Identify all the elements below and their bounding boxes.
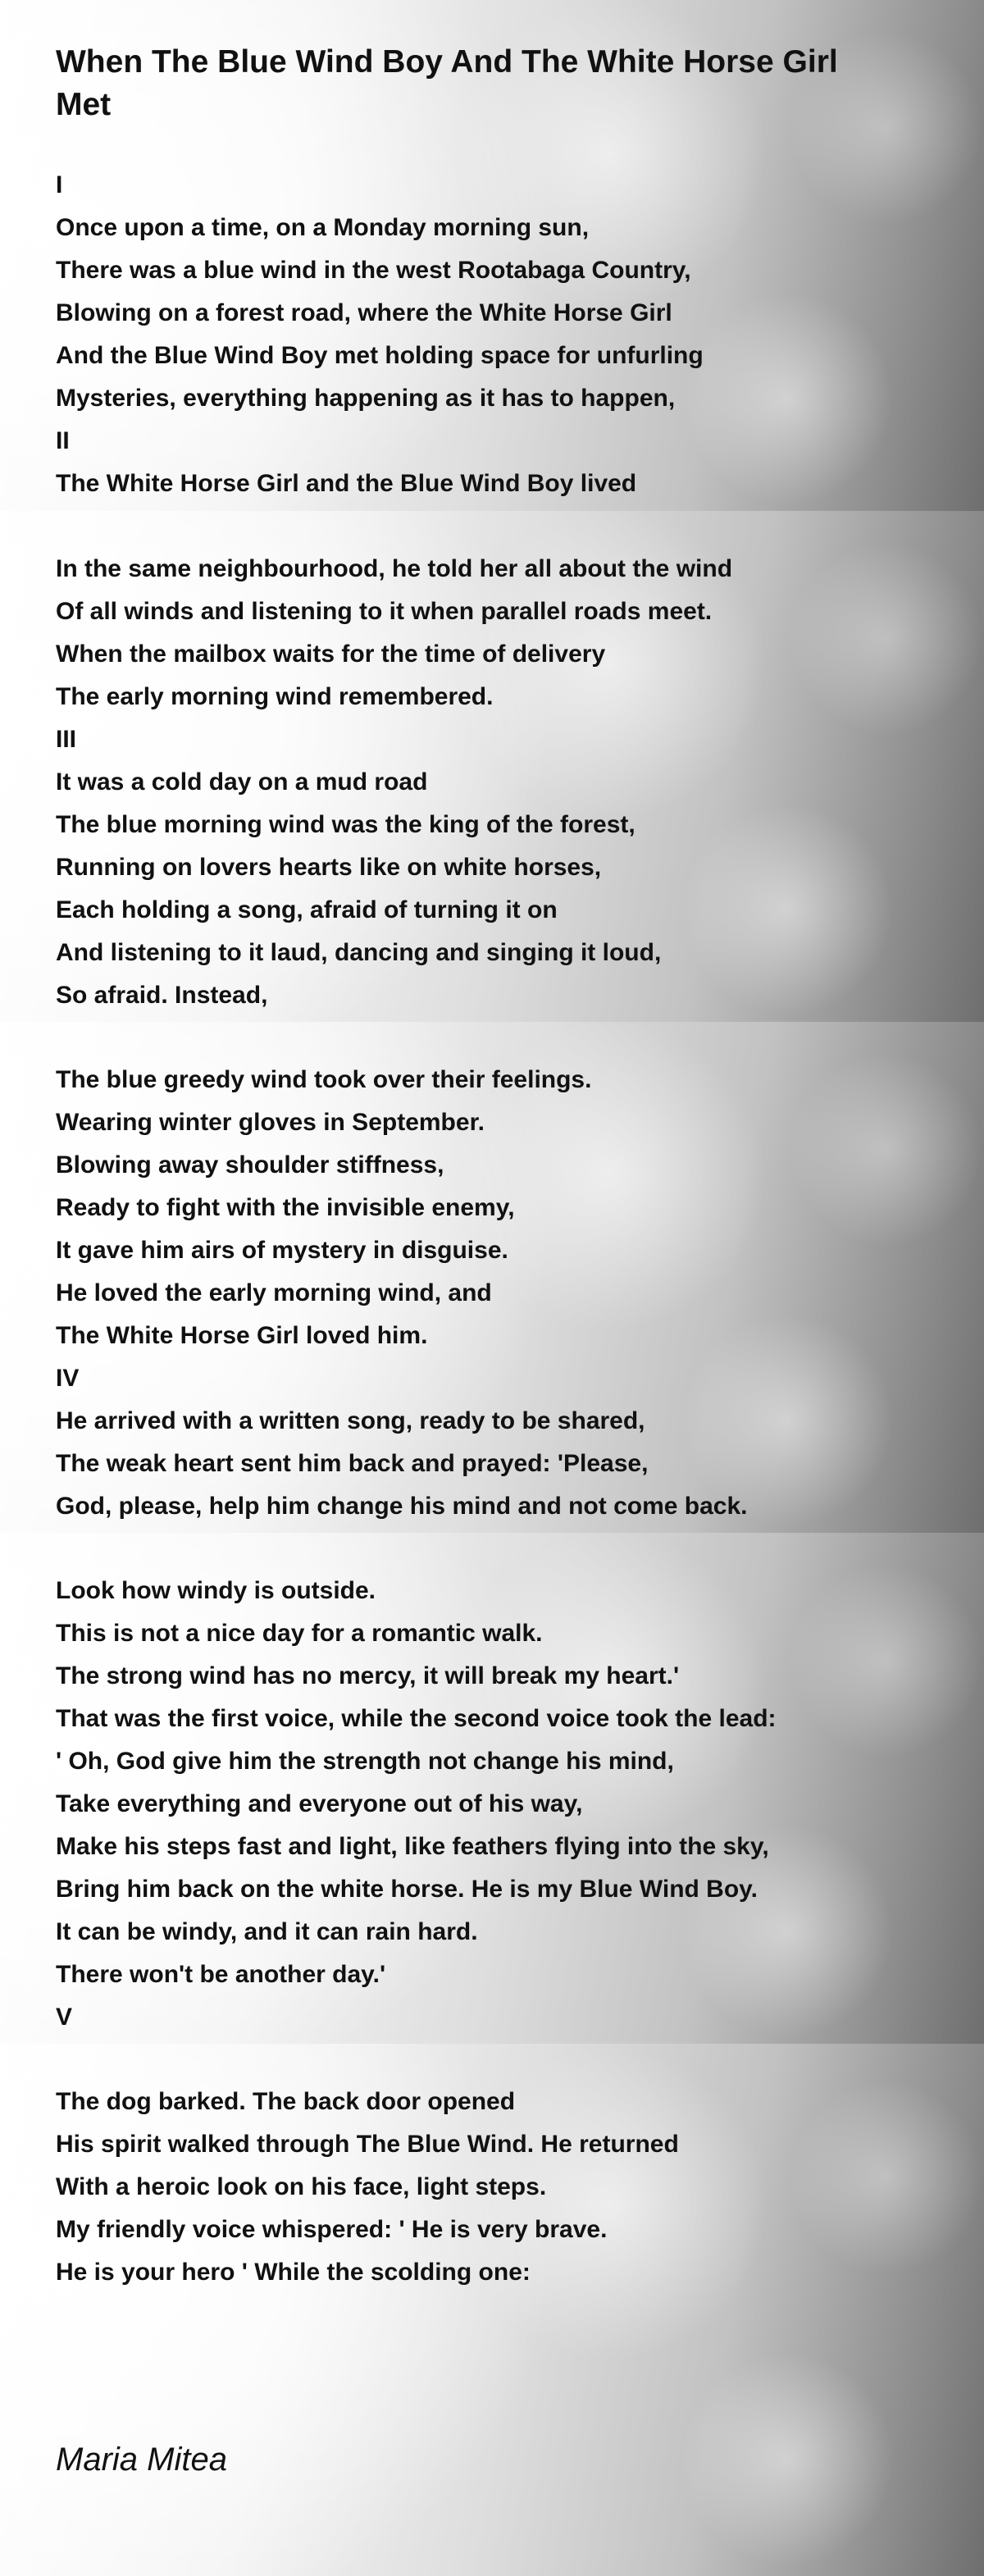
poem-stanza-lines	[56, 1570, 777, 2039]
poem-line: The White Horse Girl loved him.	[56, 1322, 428, 1349]
poem-line: Mysteries, everything happening as it has to happen,	[56, 385, 676, 412]
poem-line: It can be windy, and it can rain hard.	[56, 1918, 478, 1945]
poem-line: It gave him airs of mystery in disguise.	[56, 1237, 508, 1264]
poem-line: Blowing away shoulder stiffness,	[56, 1151, 444, 1179]
poem-line: The dog barked. The back door opened	[56, 2088, 516, 2115]
poem-line: The blue morning wind was the king of the forest,	[56, 811, 636, 838]
poem-line: II	[56, 427, 70, 454]
poem-line: Each holding a song, afraid of turning it on	[56, 896, 558, 923]
poem-line: His spirit walked through The Blue Wind. He returned	[56, 2131, 679, 2158]
poem-line: There was a blue wind in the west Rootabaga Country,	[56, 257, 691, 284]
poem-line: Look how windy is outside.	[56, 1577, 376, 1604]
poem-line: Running on lovers hearts like on white horses,	[56, 854, 602, 881]
poem-line: Take everything and everyone out of his way,	[56, 1790, 583, 1817]
poem-line: Once upon a time, on a Monday morning sun,	[56, 214, 590, 241]
poem-line: Ready to fight with the invisible enemy,	[56, 1194, 515, 1221]
poem-line: Make his steps fast and light, like feathers flying into the sky,	[56, 1833, 769, 1860]
poem-line: When the mailbox waits for the time of delivery	[56, 641, 606, 668]
poem-line: The blue greedy wind took over their feelings.	[56, 1066, 592, 1093]
poem-line: And listening to it laud, dancing and singing it loud,	[56, 939, 662, 966]
poem-line: Wearing winter gloves in September.	[56, 1109, 485, 1136]
poem-panel-1	[0, 0, 984, 511]
poem-line: It was a cold day on a mud road	[56, 768, 428, 796]
poem-line: Blowing on a forest road, where the White Horse Girl	[56, 299, 672, 326]
poem-stanza-lines	[56, 1059, 748, 1528]
poem-line: In the same neighbourhood, he told her all about the wind	[56, 555, 733, 582]
poem-line: My friendly voice whispered: ' He is very brave.	[56, 2216, 608, 2243]
poem-line: The early morning wind remembered.	[56, 683, 494, 710]
poem-line: He is your hero ' While the scolding one:	[56, 2259, 531, 2286]
poem-panel-5	[0, 2044, 984, 2576]
poem-line: He arrived with a written song, ready to be shared,	[56, 1407, 645, 1434]
poem-line: With a heroic look on his face, light steps.	[56, 2173, 547, 2200]
poem-line: The White Horse Girl and the Blue Wind Boy lived	[56, 470, 637, 497]
poem-panel-3	[0, 1022, 984, 1533]
poem-line: The strong wind has no mercy, it will break my heart.'	[56, 1662, 680, 1689]
poem-line: That was the first voice, while the second voice took the lead:	[56, 1705, 777, 1732]
poem-line: IV	[56, 1365, 80, 1392]
poem-panel-2	[0, 511, 984, 1022]
poem-line: So afraid. Instead,	[56, 982, 268, 1009]
poem-title: When The Blue Wind Boy And The White Horse Girl Met	[56, 44, 838, 122]
poem-stanza-lines	[56, 164, 704, 505]
poem-line: III	[56, 726, 77, 753]
poem-panel-4	[0, 1533, 984, 2044]
poem-line: I	[56, 171, 63, 198]
poem-line: God, please, help him change his mind and not come back.	[56, 1493, 748, 1520]
poem-line: There won't be another day.'	[56, 1961, 386, 1988]
poem-line: ' Oh, God give him the strength not change his mind,	[56, 1748, 674, 1775]
poem-stanza-lines	[56, 548, 732, 1017]
poem-line: And the Blue Wind Boy met holding space for unfurling	[56, 342, 704, 369]
poem-stanza-lines	[56, 2081, 679, 2294]
author-signature: Maria Mitea	[56, 2442, 227, 2478]
poem-line: V	[56, 2004, 73, 2031]
poem-line: Bring him back on the white horse. He is my Blue Wind Boy.	[56, 1876, 758, 1903]
poem-line: He loved the early morning wind, and	[56, 1279, 492, 1306]
poem-line: The weak heart sent him back and prayed: 'Please,	[56, 1450, 649, 1477]
poem-line: This is not a nice day for a romantic walk.	[56, 1620, 543, 1647]
poem-line: Of all winds and listening to it when parallel roads meet.	[56, 598, 713, 625]
